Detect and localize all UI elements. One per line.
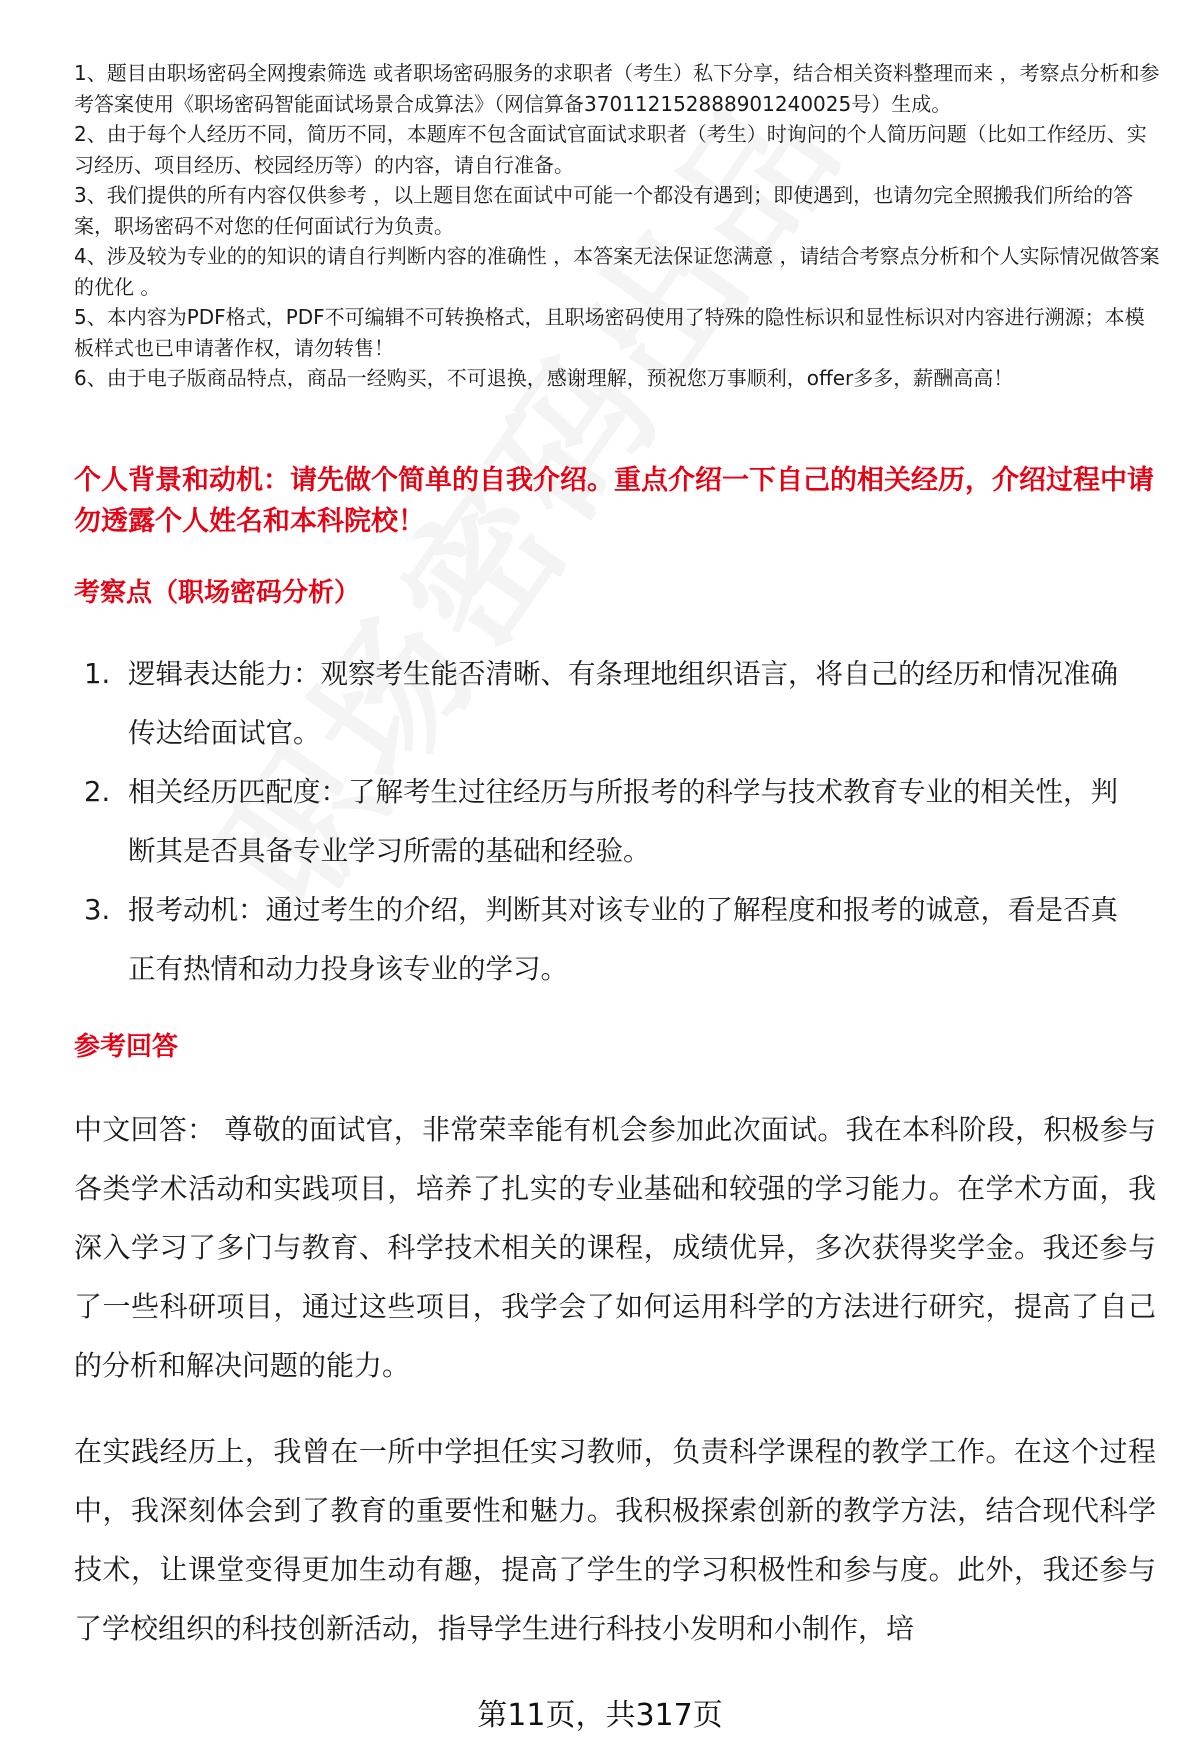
answer-heading: 参考回答 bbox=[74, 1032, 179, 1062]
point-number: 2. bbox=[84, 776, 111, 808]
note-5: 5、本内容为PDF格式，PDF不可编辑不可转换格式，且职场密码使用了特殊的隐性标识和显性标识对内容进行溯源；本模板样式也已申请著作权，请勿转售！ bbox=[74, 305, 1145, 360]
analysis-point bbox=[84, 763, 1144, 881]
answer-paragraph-1: 中文回答： 尊敬的面试官，非常荣幸能有机会参加此次面试。我在本科阶段，积极参与各类学术活动和实践项目，培养了扎实的专业基础和较强的学习能力。在学术方面，我深入学习了多门与教育、科学技术相关的课程，成绩优异，多次获得奖学金。我还参与了一些科研项目，通过这些项目，我学会了如何运用科学的方法进行研究，提高了自己的分析和解决问题的能力。 bbox=[74, 1113, 1156, 1382]
analysis-heading: 考察点（职场密码分析） bbox=[74, 578, 361, 608]
page-footer: 第11页，共317页 bbox=[477, 1698, 723, 1733]
disclaimer-notes bbox=[74, 58, 1160, 394]
point-text: 逻辑表达能力：观察考生能否清晰、有条理地组织语言，将自己的经历和情况准确传达给面试官。 bbox=[128, 658, 1118, 749]
analysis-points bbox=[84, 645, 1144, 999]
point-number: 3. bbox=[84, 894, 111, 926]
note-2: 2、由于每个人经历不同，简历不同，本题库不包含面试官面试求职者（考生）时询问的个人简历问题（比如工作经历、实习经历、项目经历、校园经历等）的内容，请自行准备。 bbox=[74, 122, 1147, 177]
question-title: 个人背景和动机：请先做个简单的自我介绍。重点介绍一下自己的相关经历，介绍过程中请勿透露个人姓名和本科院校！ bbox=[74, 465, 1154, 537]
point-number: 1. bbox=[84, 658, 111, 690]
point-text: 报考动机：通过考生的介绍，判断其对该专业的了解程度和报考的诚意，看是否真正有热情和动力投身该专业的学习。 bbox=[128, 894, 1118, 985]
analysis-point bbox=[84, 881, 1144, 999]
point-text: 相关经历匹配度：了解考生过往经历与所报考的科学与技术教育专业的相关性，判断其是否具备专业学习所需的基础和经验。 bbox=[128, 776, 1118, 867]
analysis-point bbox=[84, 645, 1144, 763]
note-3: 3、我们提供的所有内容仅供参考 ，以上题目您在面试中可能一个都没有遇到；即使遇到，也请勿完全照搬我们所给的答案，职场密码不对您的任何面试行为负责。 bbox=[74, 183, 1134, 238]
note-1: 1、题目由职场密码全网搜索筛选 或者职场密码服务的求职者（考生）私下分享，结合相关资料整理而来 ，考察点分析和参考答案使用《职场密码智能面试场景合成算法》（网信算备370112152888901240025号）生成。 bbox=[74, 61, 1160, 116]
note-4: 4、涉及较为专业的的知识的请自行判断内容的准确性 ，本答案无法保证您满意 ，请结合考察点分析和个人实际情况做答案的优化 。 bbox=[74, 244, 1160, 299]
note-6: 6、由于电子版商品特点，商品一经购买，不可退换，感谢理解，预祝您万事顺利，offer多多，薪酬高高！ bbox=[74, 366, 1014, 390]
answer-paragraph-2: 在实践经历上，我曾在一所中学担任实习教师，负责科学课程的教学工作。在这个过程中，我深刻体会到了教育的重要性和魅力。我积极探索创新的教学方法，结合现代科学技术，让课堂变得更加生动有趣，提高了学生的学习积极性和参与度。此外，我还参与了学校组织的科技创新活动，指导学生进行科技小发明和小制作，培 bbox=[74, 1435, 1156, 1645]
